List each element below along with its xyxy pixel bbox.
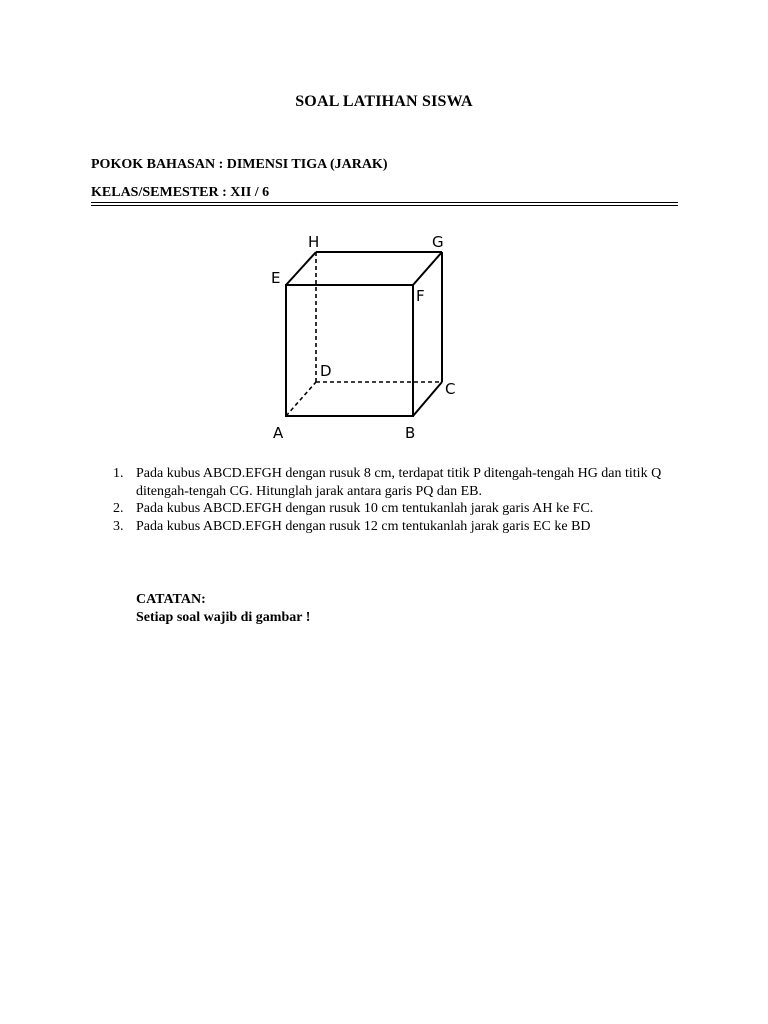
question-item: [113, 518, 683, 536]
vertex-label-D: D: [320, 362, 332, 380]
note-text: Setiap soal wajib di gambar !: [136, 609, 311, 625]
edge-BC: [413, 382, 442, 416]
question-number: 1.: [113, 466, 124, 481]
class-semester-line: KELAS/SEMESTER : XII / 6: [91, 185, 270, 200]
cube-visible-edges: [286, 252, 442, 416]
cube-hidden-edges: [286, 252, 442, 416]
vertex-label-G: G: [432, 233, 444, 251]
note-block: [136, 591, 310, 626]
vertex-label-F: F: [416, 287, 425, 305]
edge-EH: [286, 252, 316, 285]
question-item: [113, 465, 683, 500]
question-text: Pada kubus ABCD.EFGH dengan rusuk 12 cm tentukanlah jarak garis EC ke BD: [136, 518, 591, 534]
question-item: [113, 500, 683, 518]
question-text: Pada kubus ABCD.EFGH dengan rusuk 10 cm tentukanlah jarak garis AH ke FC.: [136, 501, 594, 516]
note-heading: CATATAN:: [136, 592, 206, 607]
cube-diagram: [268, 228, 468, 440]
vertex-label-E: E: [271, 269, 281, 287]
vertex-label-C: C: [445, 380, 456, 398]
question-text: Pada kubus ABCD.EFGH dengan rusuk 8 cm, terdapat titik P ditengah-tengah HG dan titik Q ditengah-tengah CG. Hitunglah jarak antara garis PQ dan EB.: [136, 466, 662, 499]
topic-line: POKOK BAHASAN : DIMENSI TIGA (JARAK): [91, 157, 388, 172]
front-face: [286, 285, 413, 416]
question-list: [113, 465, 683, 535]
question-number: 2.: [113, 501, 124, 516]
vertex-label-A: A: [273, 424, 284, 440]
header-double-rule: [91, 202, 678, 206]
edge-AD: [286, 382, 316, 416]
page-title: SOAL LATIHAN SISWA: [295, 93, 473, 110]
question-number: 3.: [113, 518, 124, 534]
vertex-label-H: H: [308, 233, 320, 251]
vertex-label-B: B: [405, 424, 416, 440]
edge-FG: [413, 252, 442, 285]
cube-figure: [268, 228, 468, 440]
